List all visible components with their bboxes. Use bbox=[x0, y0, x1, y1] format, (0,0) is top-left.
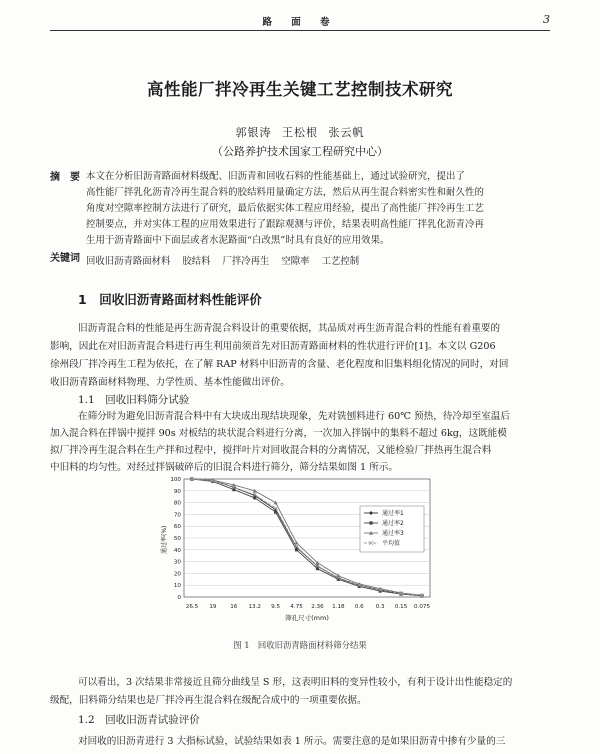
data-point bbox=[369, 521, 372, 524]
legend-entry: 通过率3 bbox=[382, 530, 404, 537]
abstract-line: 本文在分析旧沥青路面材料级配、旧沥青和回收石料的性能基础上，通过试验研究，提出了 bbox=[86, 171, 466, 182]
affiliation: （公路养护技术国家工程研究中心） bbox=[212, 145, 388, 158]
body-line: 收旧沥青路面材料物理、力学性质、基本性能做出评价。 bbox=[50, 377, 290, 388]
figure-caption: 图 1 回收旧沥青路面材料筛分结果 bbox=[233, 640, 367, 650]
x-axis-label: 筛孔尺寸(mm) bbox=[285, 614, 329, 622]
y-tick-label: 20 bbox=[173, 571, 181, 578]
data-point bbox=[253, 496, 256, 499]
y-tick-label: 0 bbox=[177, 595, 181, 601]
legend-entry: 通过率2 bbox=[382, 520, 404, 527]
y-tick-label: 100 bbox=[170, 477, 181, 483]
chart-legend bbox=[360, 506, 424, 552]
data-point bbox=[295, 548, 298, 551]
body-line: 对回收的旧沥青进行 3 大指标试验，试验结果如表 1 所示。需要注意的是如果旧沥青中掺有少量的三 bbox=[78, 736, 506, 747]
body-line: 可以看出，3 次结果非常接近且筛分曲线呈 S 形，这表明旧料的变异性较小，有利于设计出性能稳定的 bbox=[78, 677, 513, 688]
body-line: 中旧料的均匀性。对经过拌锅破碎后的旧混合料进行筛分，筛分结果如图 1 所示。 bbox=[50, 462, 398, 473]
body-line: 影响，因此在对旧沥青混合料进行再生利用前须首先对旧沥青路面材料的性状进行评价[1]。本文以 G206 bbox=[50, 341, 496, 352]
legend-entry: 通过率1 bbox=[382, 510, 404, 517]
x-tick-label: 0.3 bbox=[375, 604, 385, 610]
y-tick-label: 40 bbox=[173, 547, 181, 554]
subsection-heading: 1.2 回收旧沥青试验评价 bbox=[78, 714, 200, 726]
keywords-list bbox=[86, 249, 359, 268]
x-tick-label: 16 bbox=[230, 604, 238, 610]
keyword: 回收旧沥青路面材料 bbox=[86, 256, 171, 267]
keyword: 厂拌冷再生 bbox=[222, 256, 270, 267]
body-line: 旧沥青混合料的性能是再生沥青混合料设计的重要依据，其品质对再生沥青混合料的性能有着重要的 bbox=[78, 323, 501, 334]
paper-title: 高性能厂拌冷再生关键工艺控制技术研究 bbox=[147, 80, 453, 99]
y-tick-label: 60 bbox=[173, 524, 181, 531]
body-line: 在筛分时为避免旧沥青混合料中有大块成出现结块现象，先对铣刨料进行 60℃ 预热，待冷却至室温后 bbox=[78, 411, 510, 422]
y-tick-label: 70 bbox=[173, 512, 181, 519]
page-number: 3 bbox=[543, 13, 550, 26]
body-line: 徐州段厂拌冷再生工程为依托，在了解 RAP 材料中旧沥青的含量、老化程度和旧集料组化情况的同时，对回 bbox=[50, 359, 509, 370]
x-tick-label: 0.15 bbox=[394, 604, 408, 610]
y-axis-label: 通过率(%) bbox=[161, 525, 168, 554]
y-tick-label: 50 bbox=[173, 536, 181, 542]
author-name: 张云帆 bbox=[328, 126, 365, 139]
y-tick-label: 30 bbox=[173, 559, 181, 566]
x-tick-label: 0.075 bbox=[413, 604, 431, 610]
author-name: 郭银涛 bbox=[235, 126, 272, 139]
x-tick-label: 9.5 bbox=[271, 604, 281, 610]
author-name: 王松根 bbox=[282, 126, 318, 139]
sieve-analysis-chart bbox=[160, 473, 450, 633]
body-line: 加入混合料在拌锅中搅拌 90s 对板结的块状混合料进行分离，一次加入拌锅中的集料不超过 6kg，这既能模 bbox=[50, 428, 507, 439]
body-line: 拟厂拌冷再生混合料在生产拌和过程中，搅拌叶片对回收混合料的分离情况，又能检验厂拌热再生混合料 bbox=[50, 445, 492, 456]
abstract-line: 高性能厂拌乳化沥青冷再生混合料的胶结料用量确定方法，然后从再生混合料密实性和耐久性的 bbox=[86, 187, 484, 198]
y-tick-label: 80 bbox=[173, 500, 181, 507]
body-line: 级配，旧料筛分结果也是厂拌冷再生混合料在级配合成中的一项重要依据。 bbox=[50, 695, 367, 706]
abstract-label: 摘 要 bbox=[50, 172, 80, 183]
section-heading: 1 回收旧沥青路面材料性能评价 bbox=[78, 292, 262, 307]
running-head: 路 面 卷 bbox=[262, 17, 338, 28]
header-rule bbox=[50, 30, 550, 31]
x-tick-label: 1.18 bbox=[332, 604, 345, 610]
abstract-line: 角度对空隙率控制方法进行了研究，最后依据实体工程应用经验，提出了高性能厂拌冷再生工艺 bbox=[86, 203, 484, 214]
y-tick-label: 90 bbox=[173, 488, 181, 495]
x-tick-label: 19 bbox=[209, 604, 217, 610]
y-tick-label: 10 bbox=[173, 583, 181, 590]
legend-entry: 平均值 bbox=[382, 540, 401, 547]
subsection-heading: 1.1 回收旧料筛分试验 bbox=[78, 394, 190, 406]
author-list bbox=[0, 124, 600, 140]
abstract-line: 控制要点，并对实体工程的应用效果进行了跟踪观测与评价，结果表明高性能厂拌乳化沥青冷再 bbox=[86, 219, 484, 230]
keyword: 胶结料 bbox=[182, 256, 211, 267]
abstract-line: 生用于沥青路面中下面层或者水泥路面“白改黑”时具有良好的应用效果。 bbox=[86, 235, 390, 246]
keywords-label: 关键词 bbox=[50, 253, 80, 264]
keyword: 空隙率 bbox=[281, 256, 310, 267]
keyword: 工艺控制 bbox=[321, 256, 360, 267]
x-tick-label: 2.36 bbox=[311, 604, 324, 610]
x-tick-label: 4.75 bbox=[290, 604, 303, 610]
x-tick-label: 0.6 bbox=[354, 604, 364, 610]
x-tick-label: 26.5 bbox=[185, 604, 199, 610]
x-tick-label: 13.2 bbox=[248, 604, 261, 610]
